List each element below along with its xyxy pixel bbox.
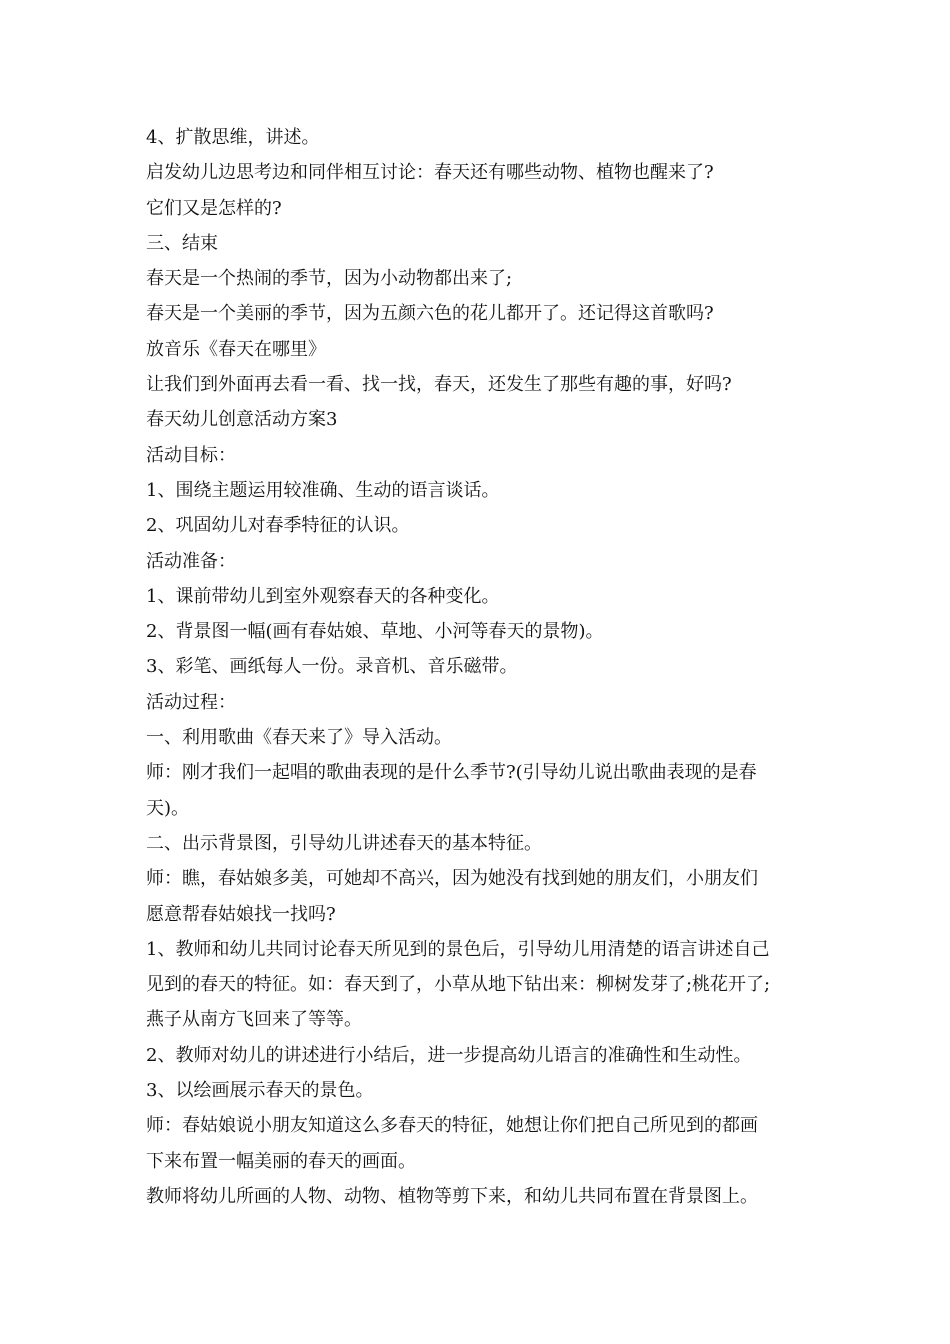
text-line: 愿意帮春姑娘找一找吗? [146,903,336,925]
section-heading: 活动过程： [146,691,236,713]
section-heading: 三、结束 [146,232,218,254]
text-line: 2、背景图一幅(画有春姑娘、草地、小河等春天的景物)。 [146,621,604,643]
text-line: 放音乐《春天在哪里》 [146,338,326,360]
text-line: 它们又是怎样的? [146,197,282,219]
text-line: 二、出示背景图，引导幼儿讲述春天的基本特征。 [146,832,542,854]
text-line: 4、扩散思维，讲述。 [146,127,320,148]
document-subtitle: 春天幼儿创意活动方案3 [146,409,338,431]
text-line: 1、课前带幼儿到室外观察春天的各种变化。 [146,585,500,607]
document-body [146,120,810,1214]
text-line: 师：刚才我们一起唱的歌曲表现的是什么季节?(引导幼儿说出歌曲表现的是春 [146,762,757,784]
text-line: 让我们到外面再去看一看、找一找，春天，还发生了那些有趣的事，好吗? [146,374,732,396]
text-line: 2、教师对幼儿的讲述进行小结后，进一步提高幼儿语言的准确性和生动性。 [146,1044,752,1066]
text-line: 师：春姑娘说小朋友知道这么多春天的特征，她想让你们把自己所见到的都画 [146,1115,758,1137]
text-line: 一、利用歌曲《春天来了》导入活动。 [146,727,452,749]
text-line: 1、围绕主题运用较准确、生动的语言谈话。 [146,479,500,501]
text-line: 3、以绘画展示春天的景色。 [146,1080,374,1102]
section-heading: 活动准备： [146,550,236,572]
text-line: 3、彩笔、画纸每人一份。录音机、音乐磁带。 [146,656,518,678]
text-line: 1、教师和幼儿共同讨论春天所见到的景色后，引导幼儿用清楚的语言讲述自己 [146,938,770,960]
section-heading: 活动目标： [146,444,236,466]
text-line: 天)。 [146,797,190,819]
text-line: 启发幼儿边思考边和同伴相互讨论：春天还有哪些动物、植物也醒来了? [146,162,714,184]
text-line: 春天是一个美丽的季节，因为五颜六色的花儿都开了。还记得这首歌吗? [146,303,714,325]
text-line: 教师将幼儿所画的人物、动物、植物等剪下来，和幼儿共同布置在背景图上。 [146,1185,758,1207]
text-line: 2、巩固幼儿对春季特征的认识。 [146,515,410,537]
text-line: 下来布置一幅美丽的春天的画面。 [146,1150,416,1172]
text-line: 见到的春天的特征。如：春天到了，小草从地下钻出来：柳树发芽了;桃花开了; [146,974,771,996]
text-line: 燕子从南方飞回来了等等。 [146,1009,362,1031]
text-line: 春天是一个热闹的季节，因为小动物都出来了; [146,268,513,290]
text-line: 师：瞧，春姑娘多美，可她却不高兴，因为她没有找到她的朋友们，小朋友们 [146,868,758,890]
